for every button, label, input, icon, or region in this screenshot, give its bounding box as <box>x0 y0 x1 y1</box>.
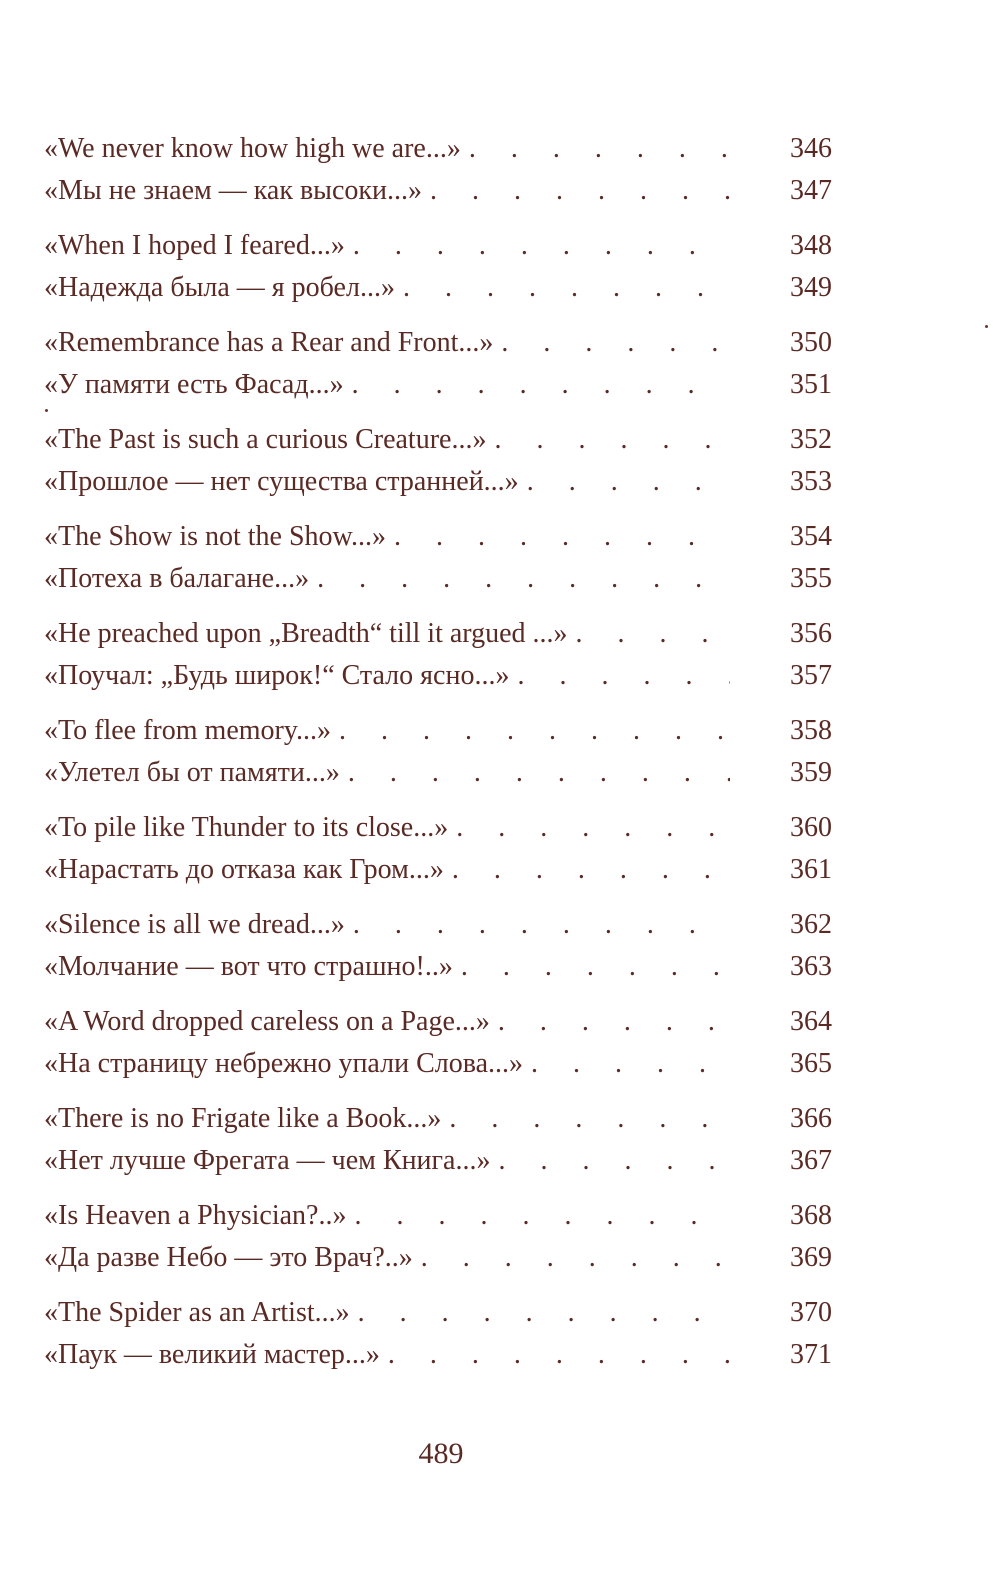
toc-entry-page: 356 <box>790 618 832 649</box>
toc-entry[interactable] <box>44 1140 832 1182</box>
toc-entry-title: «There is no Frigate like a Book...» <box>44 1103 442 1134</box>
toc-group <box>44 613 832 697</box>
toc-entry-title: «Прошлое — нет существа странней...» <box>44 466 519 497</box>
toc-group <box>44 516 832 600</box>
toc-entry-title: «Потеха в балагане...» <box>44 563 310 594</box>
toc-entry-page: 365 <box>790 1048 832 1079</box>
toc-entry-title: «A Word dropped careless on a Page...» <box>44 1006 490 1037</box>
dot-leader <box>350 1292 730 1334</box>
toc-entry-page: 371 <box>790 1339 832 1370</box>
toc-entry-page: 351 <box>790 369 832 400</box>
toc-entry[interactable] <box>44 946 832 988</box>
toc-group <box>44 807 832 891</box>
toc-entry[interactable] <box>44 225 832 267</box>
dot-leader <box>441 1098 730 1140</box>
toc-entry-page: 370 <box>790 1297 832 1328</box>
toc-entry-title: «Нет лучше Фрегата — чем Книга...» <box>44 1145 491 1176</box>
toc-entry-title: «To pile like Thunder to its close...» <box>44 812 449 843</box>
toc-entry[interactable] <box>44 267 832 309</box>
toc-entry-title: «Молчание — вот что страшно!..» <box>44 951 453 982</box>
toc-entry-title: «Поучал: „Будь широк!“ Стало ясно...» <box>44 660 510 691</box>
toc-group <box>44 710 832 794</box>
toc-entry-page: 359 <box>790 757 832 788</box>
toc-entry[interactable] <box>44 558 832 600</box>
toc-group <box>44 225 832 309</box>
dot-leader <box>509 655 730 697</box>
toc-entry-page: 360 <box>790 812 832 843</box>
toc-entry-title: «Улетел бы от памяти...» <box>44 757 340 788</box>
dot-leader <box>309 558 730 600</box>
toc-group <box>44 1001 832 1085</box>
toc-entry[interactable] <box>44 807 832 849</box>
toc-entry-page: 357 <box>790 660 832 691</box>
toc-entry[interactable] <box>44 322 832 364</box>
toc-entry-title: «У памяти есть Фасад...» <box>44 369 344 400</box>
dot-leader <box>346 1195 730 1237</box>
toc-entry-title: «He preached upon „Breadth“ till it argued ...» <box>44 618 568 649</box>
toc-entry[interactable] <box>44 655 832 697</box>
toc-entry-page: 347 <box>790 175 832 206</box>
toc-entry[interactable] <box>44 1043 832 1085</box>
toc-entry-title: «The Past is such a curious Creature...» <box>44 424 487 455</box>
toc-entry[interactable] <box>44 419 832 461</box>
toc-entry-page: 348 <box>790 230 832 261</box>
toc-entry-page: 349 <box>790 272 832 303</box>
table-of-contents <box>44 128 832 1389</box>
toc-entry-page: 363 <box>790 951 832 982</box>
toc-entry-title: «Remembrance has a Rear and Front...» <box>44 327 494 358</box>
toc-entry-title: «Is Heaven a Physician?..» <box>44 1200 347 1231</box>
toc-entry-page: 368 <box>790 1200 832 1231</box>
toc-entry-title: «Нарастать до отказа как Гром...» <box>44 854 444 885</box>
toc-entry[interactable] <box>44 1292 832 1334</box>
toc-entry-title: «Да разве Небо — это Врач?..» <box>44 1242 413 1273</box>
dot-leader <box>395 267 730 309</box>
toc-entry[interactable] <box>44 849 832 891</box>
dot-leader <box>493 322 730 364</box>
toc-entry-title: «We never know how high we are...» <box>44 133 461 164</box>
dot-leader <box>519 461 730 503</box>
toc-entry-title: «To flee from memory...» <box>44 715 332 746</box>
toc-entry-title: «The Spider as an Artist...» <box>44 1297 350 1328</box>
toc-entry-page: 366 <box>790 1103 832 1134</box>
dot-leader <box>490 1001 730 1043</box>
toc-entry-page: 353 <box>790 466 832 497</box>
toc-entry[interactable] <box>44 613 832 655</box>
toc-entry-page: 362 <box>790 909 832 940</box>
toc-entry[interactable] <box>44 516 832 558</box>
dot-leader <box>453 946 730 988</box>
dot-leader <box>340 752 730 794</box>
toc-entry-page: 369 <box>790 1242 832 1273</box>
dot-leader <box>344 364 730 406</box>
toc-entry[interactable] <box>44 1001 832 1043</box>
toc-entry[interactable] <box>44 170 832 212</box>
toc-entry-title: «Паук — великий мастер...» <box>44 1339 380 1370</box>
dot-leader <box>331 710 730 752</box>
toc-entry-page: 361 <box>790 854 832 885</box>
paper-speck <box>985 325 988 328</box>
toc-entry-page: 367 <box>790 1145 832 1176</box>
dot-leader <box>444 849 730 891</box>
toc-entry[interactable] <box>44 1237 832 1279</box>
toc-entry-title: «Silence is all we dread...» <box>44 909 345 940</box>
toc-entry[interactable] <box>44 1334 832 1376</box>
toc-entry-title: «The Show is not the Show...» <box>44 521 386 552</box>
dot-leader <box>486 419 730 461</box>
toc-entry-page: 350 <box>790 327 832 358</box>
dot-leader <box>448 807 730 849</box>
dot-leader <box>422 170 730 212</box>
toc-group <box>44 1292 832 1376</box>
dot-leader <box>461 128 730 170</box>
toc-entry-page: 364 <box>790 1006 832 1037</box>
dot-leader <box>345 225 730 267</box>
toc-entry-page: 354 <box>790 521 832 552</box>
toc-group <box>44 322 832 406</box>
toc-group <box>44 1098 832 1182</box>
toc-entry-page: 355 <box>790 563 832 594</box>
paper-speck <box>45 409 48 412</box>
dot-leader <box>380 1334 730 1376</box>
toc-entry-title: «Мы не знаем — как высоки...» <box>44 175 422 206</box>
dot-leader <box>523 1043 730 1085</box>
toc-entry-page: 352 <box>790 424 832 455</box>
toc-entry[interactable] <box>44 1098 832 1140</box>
toc-entry[interactable] <box>44 1195 832 1237</box>
toc-entry-page: 346 <box>790 133 832 164</box>
toc-entry[interactable] <box>44 128 832 170</box>
toc-group <box>44 904 832 988</box>
toc-group <box>44 419 832 503</box>
dot-leader <box>568 613 730 655</box>
dot-leader <box>413 1237 730 1279</box>
toc-entry-title: «На страницу небрежно упали Слова...» <box>44 1048 523 1079</box>
toc-group <box>44 128 832 212</box>
toc-entry[interactable] <box>44 364 832 406</box>
toc-entry[interactable] <box>44 752 832 794</box>
toc-entry-title: «When I hoped I feared...» <box>44 230 345 261</box>
toc-entry-page: 358 <box>790 715 832 746</box>
toc-entry[interactable] <box>44 904 832 946</box>
dot-leader <box>386 516 730 558</box>
page-number: 489 <box>418 1437 464 1470</box>
dot-leader <box>490 1140 730 1182</box>
dot-leader <box>345 904 730 946</box>
toc-group <box>44 1195 832 1279</box>
toc-entry[interactable] <box>44 710 832 752</box>
toc-entry[interactable] <box>44 461 832 503</box>
toc-entry-title: «Надежда была — я робел...» <box>44 272 395 303</box>
